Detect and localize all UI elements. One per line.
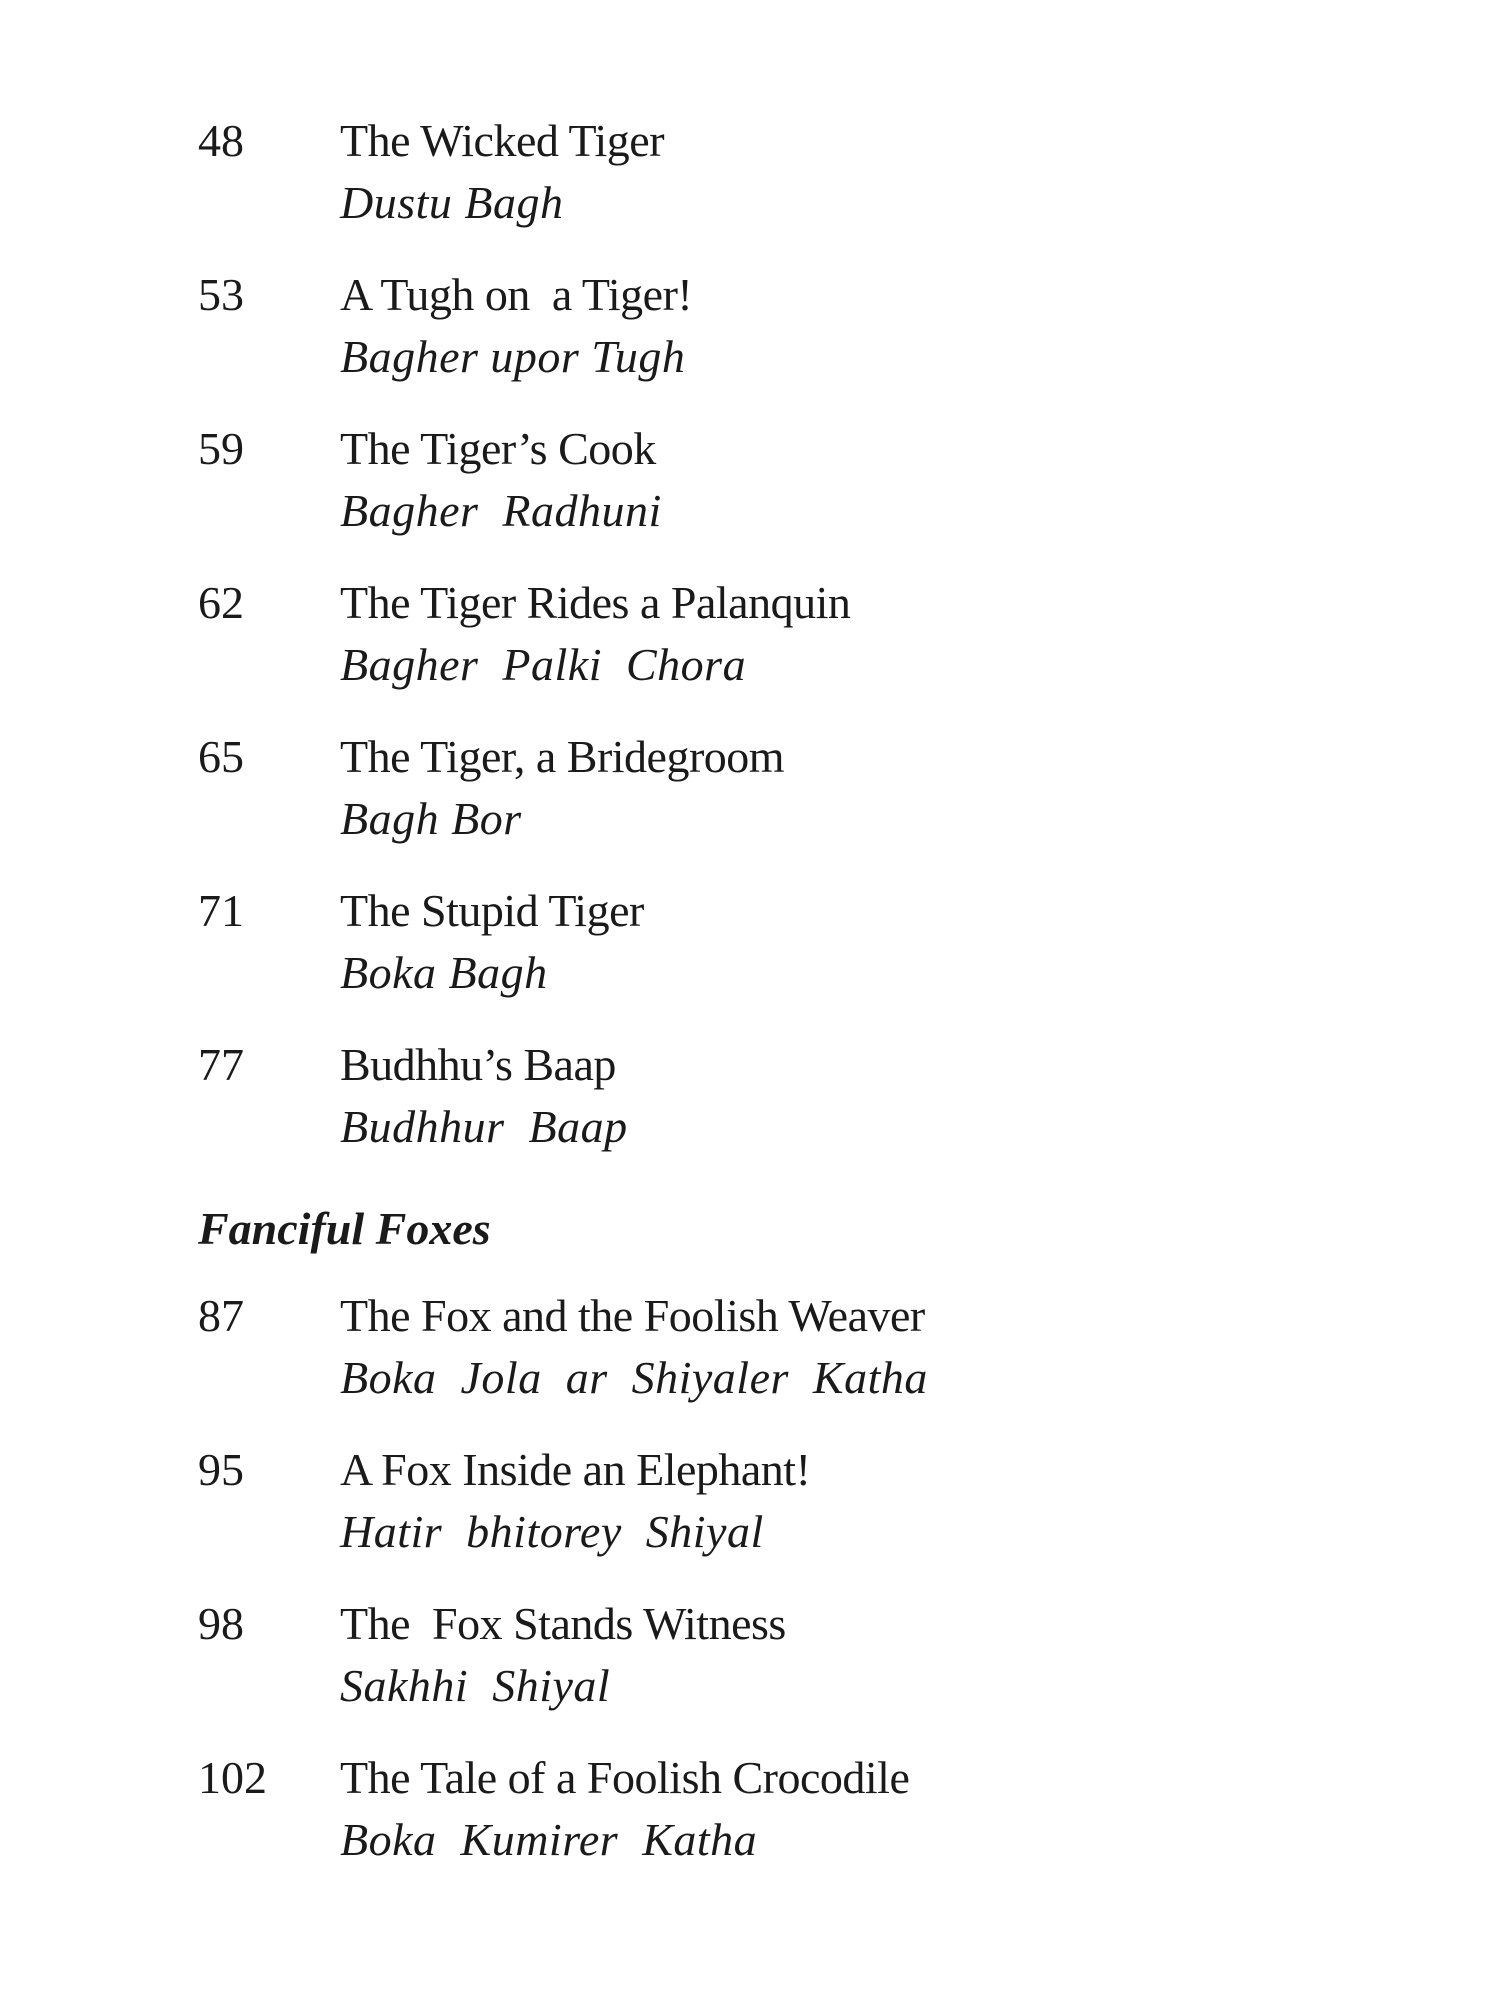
story-title: The Stupid Tiger xyxy=(340,885,644,936)
story-title: A Tugh on a Tiger! xyxy=(340,269,693,320)
story-title: The Tiger Rides a Palanquin xyxy=(340,577,851,628)
story-subtitle: Boka Jola ar Shiyaler Katha xyxy=(340,1352,928,1403)
page-number: 59 xyxy=(198,423,244,474)
section-heading: Fanciful Foxes xyxy=(198,1203,491,1254)
toc-entry[interactable] xyxy=(198,1034,1398,1188)
page-number: 62 xyxy=(198,577,244,628)
story-subtitle: Bagher Radhuni xyxy=(340,485,662,536)
story-title: The Tale of a Foolish Crocodile xyxy=(340,1752,910,1803)
page-number: 77 xyxy=(198,1039,244,1090)
toc-entry[interactable] xyxy=(198,110,1398,264)
toc-entry[interactable] xyxy=(198,1593,1398,1747)
page-number: 48 xyxy=(198,115,244,166)
story-subtitle: Boka Kumirer Katha xyxy=(340,1814,758,1865)
story-subtitle: Bagh Bor xyxy=(340,793,522,844)
toc-entry[interactable] xyxy=(198,418,1398,572)
toc-entry[interactable] xyxy=(198,572,1398,726)
toc-entry[interactable] xyxy=(198,264,1398,418)
story-title: The Wicked Tiger xyxy=(340,115,665,166)
story-title: The Fox Stands Witness xyxy=(340,1598,786,1649)
story-subtitle: Dustu Bagh xyxy=(340,177,564,228)
toc-entry[interactable] xyxy=(198,1747,1398,1901)
toc-section-tigers xyxy=(198,110,1398,1188)
story-subtitle: Boka Bagh xyxy=(340,947,548,998)
story-subtitle: Bagher upor Tugh xyxy=(340,331,686,382)
page-number: 102 xyxy=(198,1752,267,1803)
toc-entry[interactable] xyxy=(198,880,1398,1034)
toc-section-foxes xyxy=(198,1285,1398,1901)
story-title: The Tiger’s Cook xyxy=(340,423,656,474)
story-subtitle: Bagher Palki Chora xyxy=(340,639,747,690)
story-subtitle: Sakhhi Shiyal xyxy=(340,1660,611,1711)
page-number: 87 xyxy=(198,1290,244,1341)
story-subtitle: Hatir bhitorey Shiyal xyxy=(340,1506,764,1557)
story-subtitle: Budhhur Baap xyxy=(340,1101,628,1152)
page-number: 53 xyxy=(198,269,244,320)
toc-entry[interactable] xyxy=(198,1439,1398,1593)
story-title: The Tiger, a Bridegroom xyxy=(340,731,785,782)
story-title: The Fox and the Foolish Weaver xyxy=(340,1290,925,1341)
toc-entry[interactable] xyxy=(198,726,1398,880)
page-number: 71 xyxy=(198,885,244,936)
page-number: 98 xyxy=(198,1598,244,1649)
page-number: 65 xyxy=(198,731,244,782)
story-title: Budhhu’s Baap xyxy=(340,1039,616,1090)
story-title: A Fox Inside an Elephant! xyxy=(340,1444,811,1495)
page-number: 95 xyxy=(198,1444,244,1495)
toc-entry[interactable] xyxy=(198,1285,1398,1439)
